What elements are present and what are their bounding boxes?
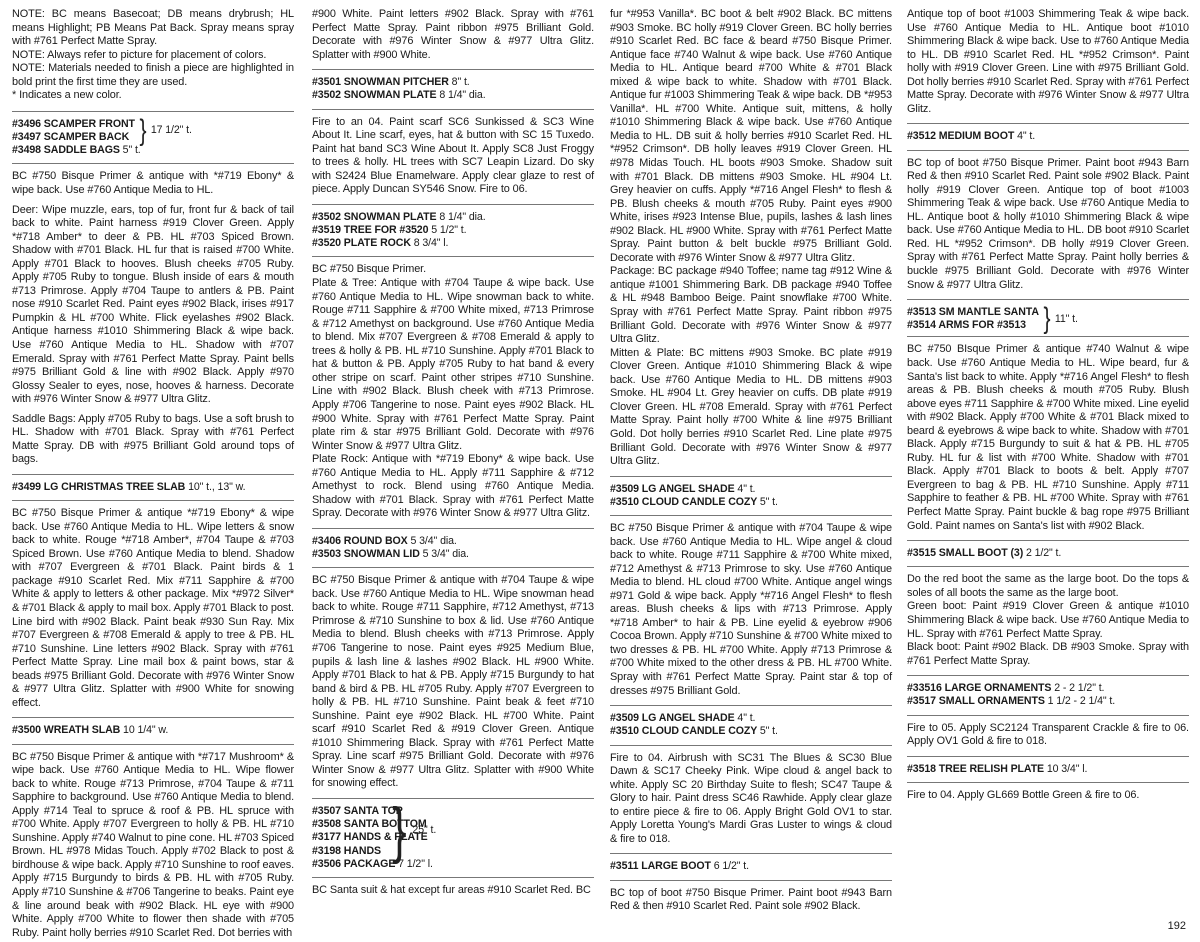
item-title: #3509 LG ANGEL SHADE: [610, 712, 735, 725]
continued-text: [610, 8, 892, 469]
divider: [12, 111, 294, 112]
brace: }: [139, 114, 147, 148]
item-size: 17 1/2" t.: [150, 124, 192, 137]
section-3509-b: [610, 712, 892, 846]
item-size: 5" t.: [122, 144, 141, 157]
item-size: 8 1/4" dia.: [439, 89, 486, 102]
instructions: fur *#953 Vanilla*. BC boot & belt #902 Black. BC mittens #903 Smoke. BC holly #919 Clover Green. BC holly berries #910 Scarlet Red. BC face & beard #750 Bisque Primer. Antique face #740 Walnut & wipe back. Use #760 Antique Media to HL. Antique beard #700 White & #701 Black mixed & wipe back to white. Shadow with #701 Black. Antique fur #1003 Shimmering Teak & wipe back. DB *#953 Vanilla*. HL #700 White. Antique suit, mittens, & holly #1010 Shimmering Black & wipe back. Use #760 Antique Media to HL. DB suit & holly berries #910 Scarlet Red. HL *#952 Crimson*. DB holly leaves #919 Clover Green. HL #978 Midas Touch. HL boots #903 Smoke. Shadow suit with #701 Black. DB mittens #903 Smoke. HL #904 Lt. Grey heavier on cuffs. Apply *#716 Angel Flesh* to flesh & PB. Blush cheeks & mouth #705 Ruby. Paint eyes #900 White, irises #923 Intense Blue, pupils, lashes & lash lines #902 Black. HL #900 White. Spray with #761 Perfect Matte Spray. Paint button & belt buckle #975 Brilliant Gold. Decorate with #976 Winter Snow & #977 Ultra Glitz.: [610, 8, 892, 264]
divider: [312, 567, 594, 568]
item-title: #3515 SMALL BOOT (3): [907, 547, 1024, 560]
instructions: Fire to 04. Airbrush with SC31 The Blues & SC30 Blue Dawn & SC17 Cheeky Pink. Wipe cloud & angel back to white. Apply SC 20 Birthday Suite to flesh; SC47 Taupe & Glory to hair. Paint dress SC46 Rawhide. Apply clear glaze to entire piece & fire to 06. Apply Bright Gold OV1 to star. Apply Loretta Young's Mardi Gras Luster to wings & cloud & fire to 018.: [610, 751, 892, 845]
instructions: BC top of boot #750 Bisque Primer. Paint boot #943 Barn Red & then #910 Scarlet Red. Paint sole #902 Black.: [610, 886, 892, 913]
item-title: #33516 LARGE ORNAMENTS: [907, 682, 1052, 695]
divider: [12, 744, 294, 745]
item-size: 2 - 2 1/2" t.: [1054, 682, 1105, 695]
instructions: Do the red boot the same as the large boot. Do the tops & soles of all boots the same as the large boot.: [907, 573, 1189, 599]
item-title: #3498 SADDLE BAGS: [12, 144, 120, 157]
notes-section: [12, 8, 294, 103]
item-title: #3517 SMALL ORNAMENTS: [907, 695, 1045, 708]
section-3512: [907, 130, 1189, 292]
brace: }: [1043, 302, 1051, 336]
item-size: 5 1/2" t.: [431, 224, 467, 237]
note-3: NOTE: Materials needed to finish a piece are highlighted in bold print the first time they are used.: [12, 62, 294, 88]
item-size: 5 3/4" dia.: [410, 534, 457, 547]
divider: [12, 163, 294, 164]
divider: [907, 299, 1189, 300]
instructions: Plate Rock: Antique with *#719 Ebony* & wipe back. Use #760 Antique Media to HL. Apply #711 Sapphire & #712 Amethyst to rock. Blend using #760 Antique Media. Shadow with #701 Black. Spray with #761 Perfect Matte Spray. Decorate with #976 Winter Snow & #977 Ultra Glitz.: [312, 453, 594, 520]
item-title: #3513 SM MANTLE SANTA: [907, 306, 1039, 319]
item-size: 8" t.: [451, 76, 470, 89]
section-header: [12, 114, 294, 148]
item-title: #3511 LARGE BOOT: [610, 860, 711, 873]
section-3509-a: [610, 483, 892, 699]
item-title: #3198 HANDS: [312, 844, 381, 857]
divider: [12, 474, 294, 475]
section-33516: [907, 682, 1189, 749]
divider: [907, 715, 1189, 716]
item-title: #3510 CLOUD CANDLE COZY: [610, 495, 758, 508]
item-title: #3502 SNOWMAN PLATE: [312, 89, 437, 102]
item-size: 4" t.: [737, 712, 756, 725]
section-3511: [610, 860, 892, 913]
item-size: 5" t.: [759, 495, 778, 508]
column-2: [312, 8, 594, 928]
divider: [312, 109, 594, 110]
divider: [907, 540, 1189, 541]
section-3507: [312, 796, 594, 898]
item-title: #3496 SCAMPER FRONT: [12, 117, 135, 130]
instructions: Plate & Tree: Antique with #704 Taupe & wipe back. Use #760 Antique Media to HL. Wipe snowman back to white. Rouge #711 Sapphire & #700 White mixed, #713 Primrose & #712 Amethyst on background. Use #760 Antique Media to blend. Mix #707 Evergreen & #708 Emerald & apply to trees & holly & PB. HL #710 Sunshine. Apply #701 Black to hat & button & PB. Apply #705 Ruby to hat band & every other stripe on scarf. Paint other stripes #710 Sunshine. Line with #902 Black. Blush cheek with #713 Primrose. Apply #706 Tangerine to nose. Paint eyes #902 Black. HL #900 White. Spray with #761 Perfect Matte Spray. Paint plate rim & star #975 Brilliant Gold. Decorate with #976 Winter Snow & #977 Ultra Glitz.: [312, 277, 594, 452]
section-3500: [12, 724, 294, 940]
instructions: BC #750 BIsque Primer & antique #740 Walnut & wipe back. Use #760 Antique Media to HL. Wipe beard, fur & Santa's list back to white. Apply *#716 Angel Flesh* to flesh areas & PB. Blush cheeks & mouth #705 Ruby. Blush above eyes #711 Sapphire & #700 White mixed. Line eyelid with #902 Black. Apply #700 White & #701 Black mixed to beard & eyebrows & wipe back to white. Shadow with #701 Black. Apply #715 Burgundy to suit & hat & PB. HL #705 Ruby. HL fur & list with #700 White. Shadow with #701 Black. Apply #701 Black to boots & belt. Apply #707 Evergreen to bag & PB. HL #710 Sunshine. Apply #711 Sapphire to feather & PB. HL #700 White. Spray with #761 Perfect Matte Spray. Paint buckle & bag rope #975 Brilliant Gold. Paint names on Santa's list with #902 Black.: [907, 343, 1189, 532]
divider: [907, 675, 1189, 676]
section-3501: [312, 76, 594, 197]
item-size: 10 1/4" w.: [123, 724, 169, 737]
column-4: [907, 8, 1189, 928]
section-3496: [12, 114, 294, 467]
divider: [610, 880, 892, 881]
item-size: 5 3/4" dia.: [422, 548, 469, 561]
divider: [907, 566, 1189, 567]
item-title: #3506 PACKAGE: [312, 857, 396, 870]
item-size: 10 3/4" l.: [1046, 762, 1088, 775]
column-3: [610, 8, 892, 928]
section-3499: [12, 481, 294, 710]
divider: [610, 745, 892, 746]
instructions: Fire to 04. Apply GL669 Bottle Green & fire to 06.: [907, 788, 1140, 801]
divider: [12, 500, 294, 501]
divider: [312, 69, 594, 70]
item-title: #3500 WREATH SLAB: [12, 724, 121, 737]
item-title: #3509 LG ANGEL SHADE: [610, 482, 735, 495]
divider: [312, 798, 594, 799]
divider: [907, 150, 1189, 151]
divider: [312, 877, 594, 878]
item-size: 7 1/2" l.: [398, 857, 433, 870]
item-title: #3510 CLOUD CANDLE COZY: [610, 725, 758, 738]
item-title: #3499 LG CHRISTMAS TREE SLAB: [12, 480, 186, 493]
section-header: [907, 302, 1189, 336]
instructions: Package: BC package #940 Toffee; name tag #912 Wine & antique #1001 Shimmering Bark. DB package #940 Toffee & HL #948 Bamboo Beige. Paint snowflake #700 White. Spray with #761 Perfect Matte Spray. Paint ribbon #975 Brilliant Gold. Decorate with #976 Winter Snow & #977 Ultra Glitz.: [610, 265, 892, 346]
item-size: 4" t.: [1017, 130, 1036, 143]
section-3513: [907, 302, 1189, 533]
item-size: 8 3/4" l.: [413, 237, 449, 250]
item-title: #3406 ROUND BOX: [312, 534, 408, 547]
section-3518: [907, 763, 1189, 803]
item-title: #3512 MEDIUM BOOT: [907, 130, 1015, 143]
section-3502: [312, 211, 594, 521]
divider: [312, 528, 594, 529]
item-size: 10" t., 13" w.: [188, 480, 246, 493]
item-size: 8 1/4" dia.: [439, 210, 486, 223]
instructions: Mitten & Plate: BC mittens #903 Smoke. BC plate #919 Clover Green. Antique #1010 Shimmering Black & wipe back. Use #760 Antique Media to HL. DB mittens #903 Smoke. HL #904 Lt. Grey heavier on cuffs. DB plate #919 Clover Green. HL #708 Emerald. Spray with #761 Perfect Matte Spray. Paint holly #700 White & line #975 Brilliant Gold. Dot holly berries #910 Scarlet Red. Line plate #975 Brilliant Gold. Decorate with #976 Winter Snow & #977 Ultra Glitz.: [610, 346, 892, 468]
instructions: Fire to an 04. Paint scarf SC6 Sunkissed & SC3 Wine About It. Line scarf, eyes, hat & button with SC 15 Tuxedo. Paint hat band SC3 Wine About It. Apply SC8 Just Froggy to trees & holly. HL trees with SC7 Leapin Lizard. Do sky with S2424 Blue Enamelware. Apply clear glaze to rest of piece. Apply Duncan SY546 Snow. Fire to 06.: [312, 115, 594, 196]
instructions: Saddle Bags: Apply #705 Ruby to bags. Use a soft brush to HL. Shadow with #701 Black. Spray with #761 Perfect Matte Spray. DB with #975 Brilliant Gold around tops of bags.: [12, 412, 294, 466]
note-4: * Indicates a new color.: [12, 89, 122, 102]
note-1: NOTE: BC means Basecoat; DB means drybrush; HL means Highlight; PB Means Pat Back. Spray means spray with #761 Perfect Matte Spray.: [12, 8, 294, 48]
item-size: 5" t.: [759, 725, 778, 738]
item-size: 11" t.: [1054, 312, 1078, 325]
instructions: BC #750 Bisque Primer & antique with *#717 Mushroom* & wipe back. Use #760 Antique Media to HL. Wipe flower back to white. Rouge #713 Primrose, #704 Taupe & #711 Sapphire to background. Use #760 Antique Media to blend. Apply #714 Teal to spruce & roof & PB. HL spruce with #700 White. Apply #707 Evergreen to holly & PB. HL #710 Sunshine. Apply #740 Walnut to pine cone. HL #703 Spiced Brown. HL #978 Midas Touch. Apply #702 Black to post & birdhouse & wipe back. Apply #710 Sunshine to roof eaves. Apply #715 Burgundy to birds & PB. HL with #705 Ruby. Apply #710 Sunshine & #706 Tangerine to beaks. Paint eye & line around beak with #902 Black. HL eye with #900 White. Apply #700 White to flower then shade with #705 Ruby. Paint holly berries #910 Scarlet Red. Dot berries with: [12, 750, 294, 939]
divider: [610, 705, 892, 706]
instructions: BC #750 Bisque Primer & antique with #704 Taupe & wipe back. Use #760 Antique Media to HL. Wipe snowman head back to white. Rouge #711 Sapphire, #712 Amethyst, #713 Primrose & #710 Sunshine to box & lid. Use #760 Antique Media to blend. Blush cheeks with #713 Primrose. Apply #706 Tangerine to nose. Paint eyes #925 Medium Blue, pupils & lash line & lashes #902 Black. HL #900 White. Apply #701 Black to hat & PB. Apply #715 Burgundy to hat band & bird & PB. HL #705 Ruby. Apply #707 Evergreen to holly & PB. HL #710 Sunshine. Paint beak & feet #710 Sunshine. Paint eye #902 Black. HL #700 White. Paint scarf #910 Scarlet Red & #919 Clover Green. Antique #1010 Shimmering Black. Spray with #761 Perfect Matte Spray. Line scarf #975 Brilliant Gold. Decorate with #976 Winter Snow & #977 Ultra Glitz. Splatter with #900 White for snowing effect.: [312, 574, 594, 790]
section-header: [312, 796, 594, 871]
instructions: #900 White. Paint letters #902 Black. Spray with #761 Perfect Matte Spray. Paint ribbon #975 Brilliant Gold. Decorate with #976 Winter Snow & #977 Ultra Glitz. Splatter with #900 White.: [312, 8, 594, 61]
note-2: NOTE: Always refer to picture for placement of colors.: [12, 48, 267, 61]
section-3515: [907, 547, 1189, 668]
item-size: 25" t.: [412, 824, 437, 837]
item-title: #3519 TREE FOR #3520: [312, 224, 429, 237]
divider: [907, 336, 1189, 337]
item-title: #3177 HANDS & PLATE: [312, 831, 428, 844]
divider: [610, 515, 892, 516]
item-title: #3507 SANTA TOP: [312, 805, 403, 818]
instructions: BC #750 Bisque Primer & antique with #704 Taupe & wipe back. Use #760 Antique Media to HL. Wipe angel & cloud back to white. Rouge #711 Sapphire & #700 White mixed, #712 Amethyst & #713 Primrose to sky. Use #760 Antique Media to blend. HL cloud #700 White. Antique angel wings #971 Gold & wipe back. Apply *#716 Angel Flesh* to flesh areas. Blush cheeks & lips with #713 Primrose. Apply *#718 Amber* to hair & PB. Line eyelid & eyebrow #906 Cocoa Brown. Apply #710 Sunshine & #700 White mixed to two dresses & PB. HL #700 White. Apply #713 Primrose & #700 White mixed to the other dress & PB. HL #700 White. Spray with #761 Perfect Matte Spray. Paint star & top of dresses #975 Brilliant Gold.: [610, 522, 892, 697]
instructions: Green boot: Paint #919 Clover Green & antique #1010 Shimmering Black & wipe back. Use #760 Antique Media to HL. Spray with #761 Perfect Matte Spray.: [907, 600, 1189, 640]
item-size: 1 1/2 - 2 1/4" t.: [1047, 695, 1116, 708]
instructions: BC #750 Bisque Primer.: [312, 263, 427, 276]
item-size: 2 1/2" t.: [1025, 547, 1062, 560]
divider: [907, 782, 1189, 783]
divider: [610, 853, 892, 854]
item-size: 4" t.: [737, 482, 756, 495]
continued-text: [312, 8, 594, 62]
divider: [907, 756, 1189, 757]
item-title: #3518 TREE RELISH PLATE: [907, 762, 1045, 775]
instructions: BC #750 Bisque Primer & antique with *#719 Ebony* & wipe back. Use #760 Antique Media to HL.: [12, 170, 294, 196]
continued-text: [907, 8, 1189, 116]
item-title: #3508 SANTA BOTTOM: [312, 818, 427, 831]
instructions: Antique top of boot #1003 Shimmering Teak & wipe back. Use #760 Antique Media to HL. Antique boot #1010 Shimmering Black & wipe back. Use to #760 Antique Media to HL. DB #910 Scarlet Red. HL *#952 Crimson*. Paint holly with #919 Clover Green. Line with #975 Brilliant Gold. Dot holly berries #910 Scarlet Red. Spray with #761 Perfect Matte Spray. Decorate with #976 Winter Snow & #977 Ultra Glitz.: [907, 8, 1189, 115]
item-title: #3520 PLATE ROCK: [312, 237, 411, 250]
instructions: Deer: Wipe muzzle, ears, top of fur, front fur & back of tail back to white. Paint harness #919 Clover Green. Apply *#718 Amber* to deer & PB. HL #703 Spiced Brown. Shadow with #701 Black. HL fur that is raised #700 White. Apply #701 Black to hooves. Blush cheeks #705 Ruby. Apply #705 Ruby to tongue. Blush inside of ears & mouth #713 Primrose. Apply #704 Taupe to antlers & PB. Paint nose #910 Scarlet Red. Paint eyes #902 Black, irises #917 Pumpkin & HL #700 White. Flick eyelashes #902 Black. Antique harness #1010 Shimmering Black & wipe back. Use #760 Antique Media to HL. Shadow with #707 Emerald. Spray with #761 Perfect Matte Spray. Paint bells #975 Brilliant Gold & line with #902 Black. Apply #970 Glossy Sealer to eyes, nose, hooves & harness. Decorate with #976 Winter Snow & #977 Ultra Glitz.: [12, 203, 294, 406]
section-3406: [312, 535, 594, 791]
instructions: BC #750 Bisque Primer & antique *#719 Ebony* & wipe back. Use #760 Antique Media to HL. Wipe letters & snow back to white. Rouge *#718 Amber*, #704 Taupe & #703 Spiced Brown. Use #760 Antique Media to blend. Shadow with #707 Evergreen & #701 Black. Paint birds & 1 package #910 Scarlet Red. Mix #711 Sapphire & #700 White & apply to letters & other package. Mix *#972 Silver* & #701 Black & apply to mail box. Apply #701 Black to post. Line bird with #902 Black. Paint beak #930 Sun Ray. Mix #707 Evergreen & #708 Emerald & apply to tree & PB. HL #710 Sunshine. Line letters #902 Black. Spray with #761 Perfect Matte Spray. Line mail box & paint bows, star & beads #975 Brilliant Gold. Decorate with #976 Winter Snow & #977 Ultra Glitz. Splatter with #900 White for snowing effect.: [12, 507, 294, 709]
item-title: #3501 SNOWMAN PITCHER: [312, 76, 449, 89]
instructions: BC top of boot #750 Bisque Primer. Paint boot #943 Barn Red & then #910 Scarlet Red. Paint sole #902 Black. Paint holly #919 Clover Green. Antique top of boot #1003 Shimmering Teak & wipe back. Use #760 Antique Media to HL. Antique boot & holly #1010 Shimmering Black & wipe back. Use #760 Antique Media to HL. DB boot #910 Scarlet Red. HL *#952 Crimson*. DB holly #919 Clover Green. Spray with #761 Perfect Matte Spray. Paint holly berries & buckle #975 Brilliant Gold. Decorate with #976 Winter Snow & #977 Ultra Glitz.: [907, 156, 1189, 291]
instructions: Black boot: Paint #902 Black. DB #903 Smoke. Spray with #761 Perfect Matte Spray.: [907, 641, 1189, 667]
instructions: Fire to 05. Apply SC2124 Transparent Crackle & fire to 06. Apply OV1 Gold & fire to 018.: [907, 721, 1189, 748]
brace: }: [391, 796, 407, 866]
item-size: 6 1/2" t.: [713, 860, 749, 873]
item-title: #3502 SNOWMAN PLATE: [312, 210, 437, 223]
item-title: #3497 SCAMPER BACK: [12, 131, 130, 144]
divider: [610, 476, 892, 477]
divider: [312, 256, 594, 257]
divider: [12, 717, 294, 718]
divider: [907, 123, 1189, 124]
item-title: #3503 SNOWMAN LID: [312, 548, 420, 561]
instructions: BC Santa suit & hat except fur areas #910 Scarlet Red. BC: [312, 884, 591, 897]
page-number: 192: [1167, 920, 1186, 932]
column-1: [12, 8, 294, 939]
item-title: #3514 ARMS FOR #3513: [907, 319, 1026, 332]
divider: [312, 204, 594, 205]
